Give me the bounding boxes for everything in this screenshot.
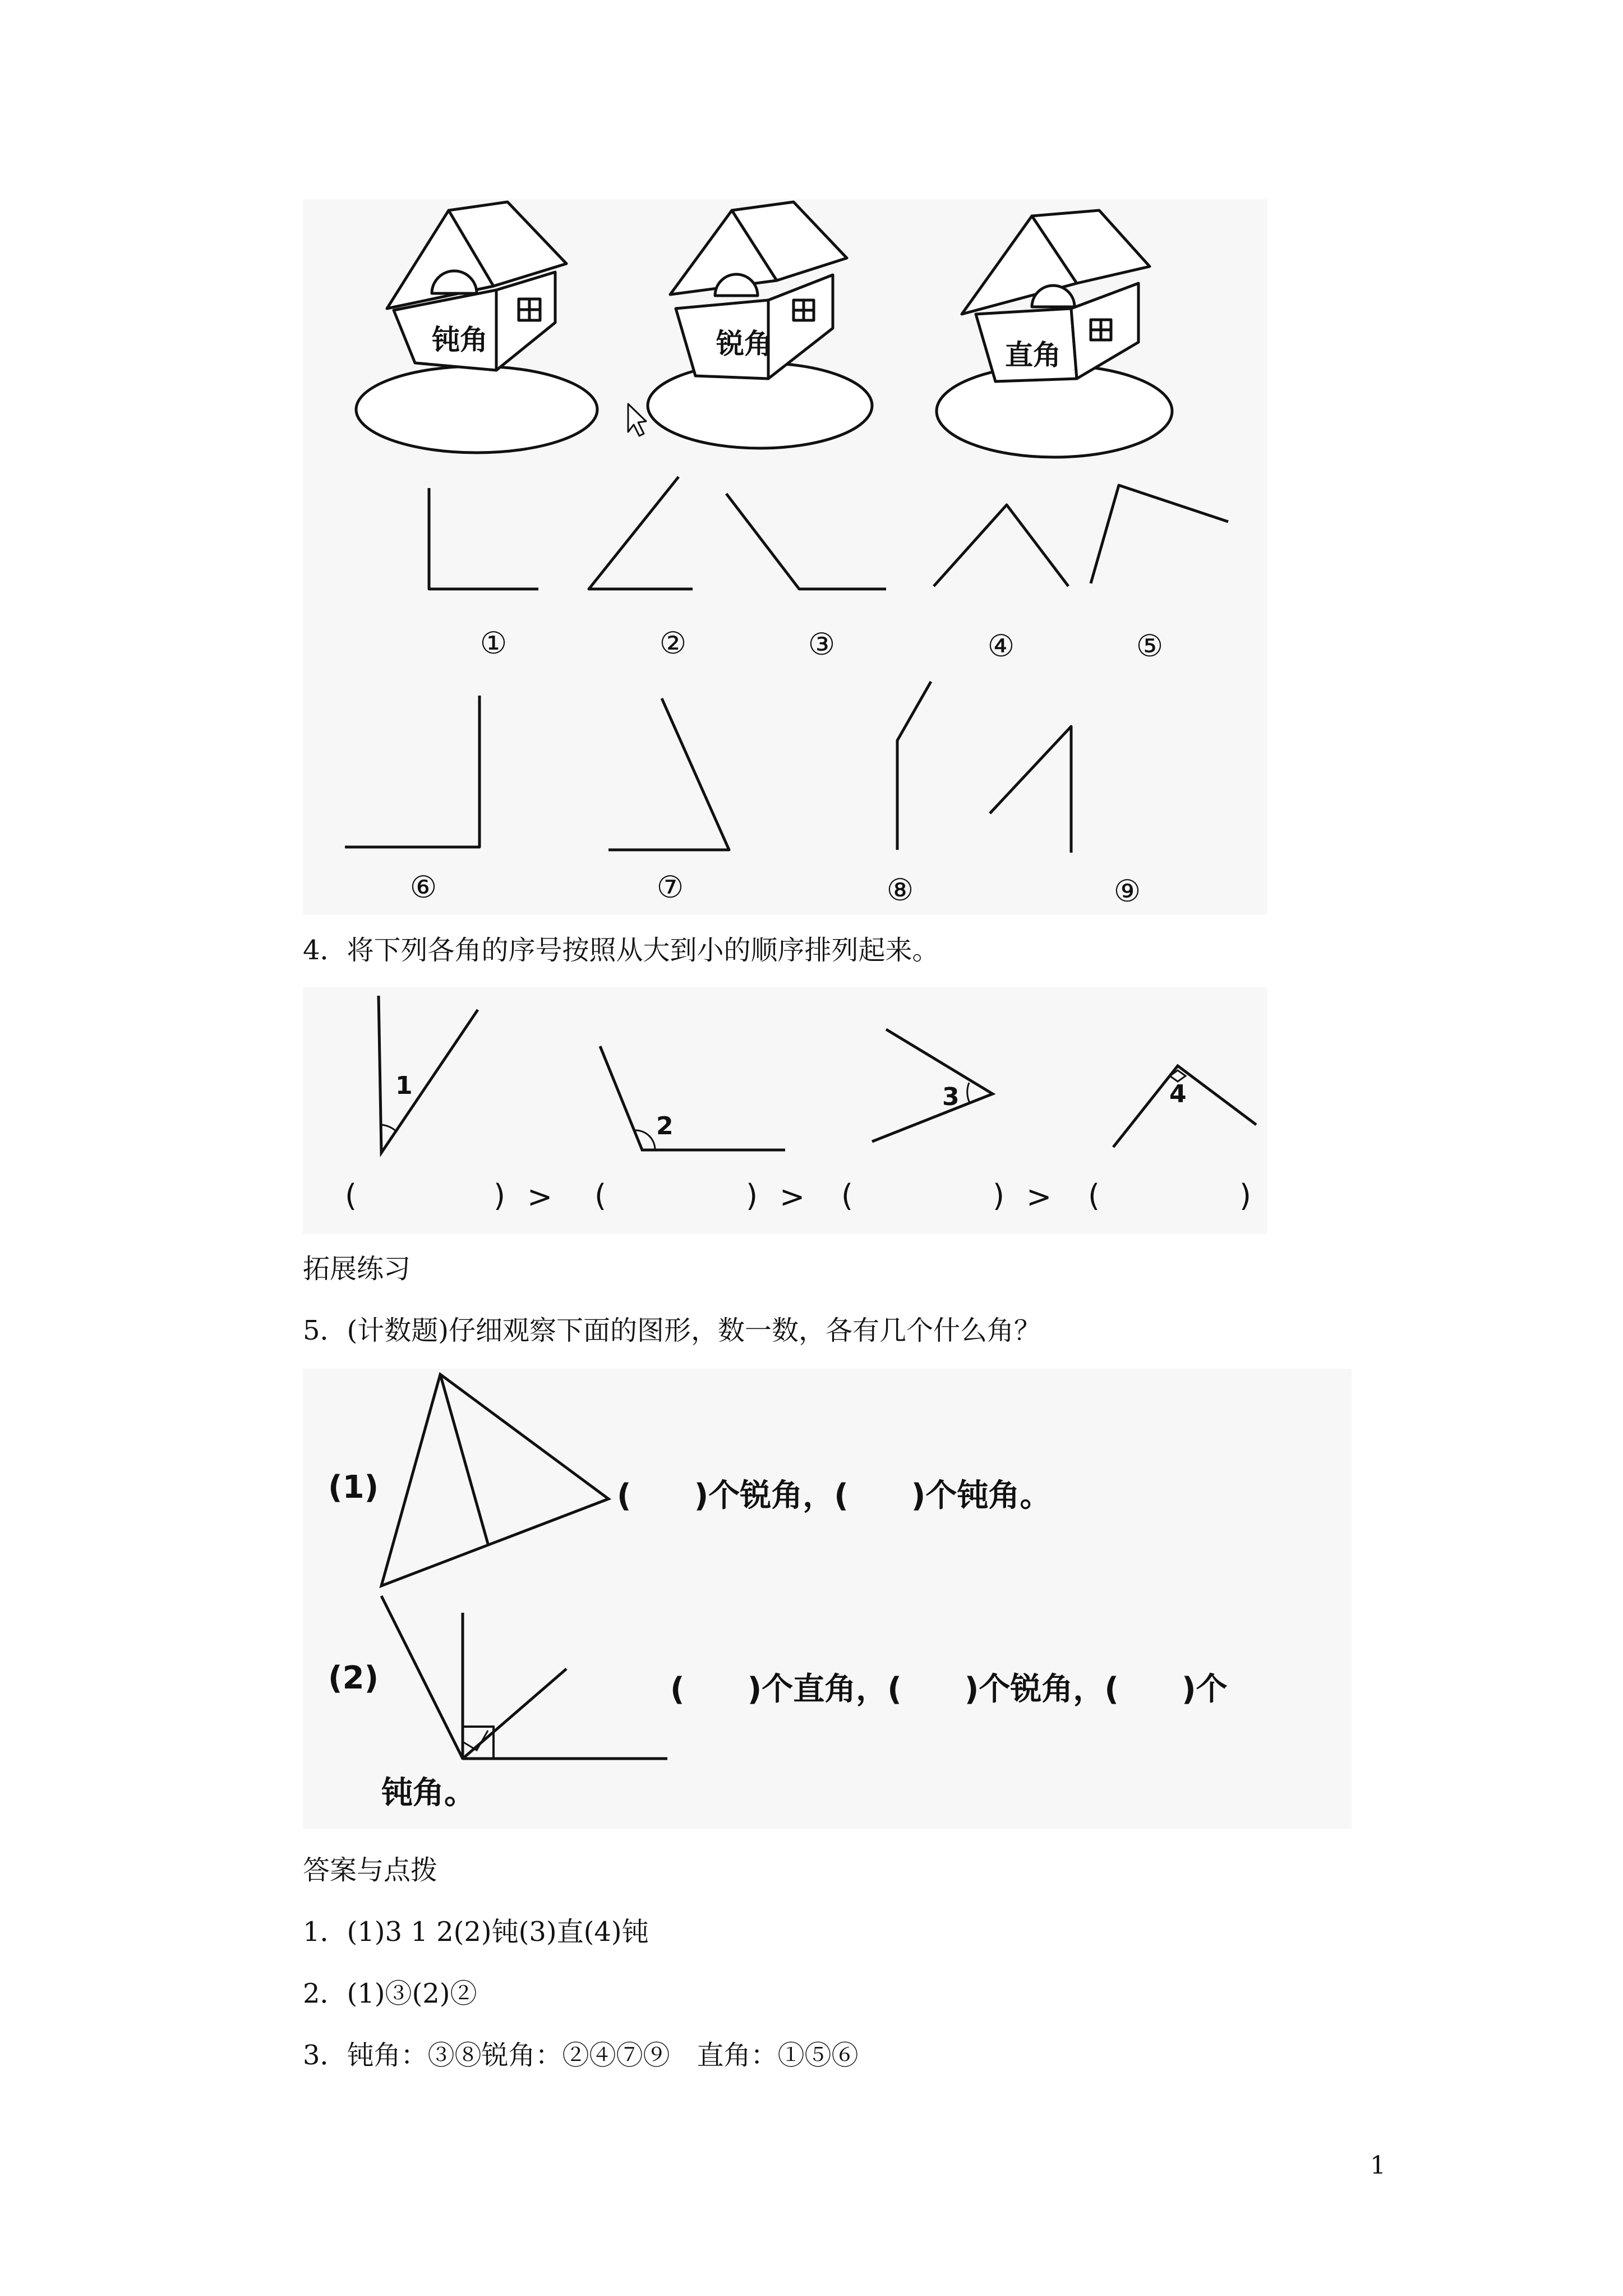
- q5-triangle: [381, 1374, 608, 1586]
- q4-paren-open-4: (: [1088, 1178, 1100, 1213]
- q4-paren-close-3: ): [993, 1178, 1005, 1213]
- q4-angle-label-3: 3: [942, 1083, 960, 1111]
- angle-number-6: ⑥: [409, 869, 437, 905]
- house-acute: [648, 202, 872, 448]
- angle-number-4: ④: [987, 628, 1015, 664]
- angle-1: [429, 488, 538, 589]
- answer-3: 3．钝角：③⑧锐角：②④⑦⑨ 直角：①⑤⑥: [303, 2040, 859, 2071]
- house-label-right: 直角: [1005, 339, 1061, 371]
- q4-paren-open-3: (: [841, 1178, 854, 1213]
- q4-angle-label-4: 4: [1169, 1080, 1187, 1108]
- q5-part2-text: ( )个直角，( )个锐角，( )个: [670, 1671, 1228, 1708]
- angle-6: [345, 696, 479, 847]
- q4-gt-3: >: [1026, 1179, 1052, 1214]
- answer-1: 1．(1)3 1 2(2)钝(3)直(4)钝: [303, 1916, 649, 1948]
- q5-triangle-divider: [440, 1374, 488, 1544]
- q4-angle-3: [872, 1029, 993, 1142]
- angle-2: [589, 477, 693, 589]
- house-label-acute: 锐角: [716, 328, 772, 360]
- q5-part1-text: ( )个锐角，( )个钝角。: [617, 1478, 1052, 1514]
- angle-number-1: ①: [479, 625, 508, 661]
- house-label-obtuse: 钝角: [432, 324, 488, 356]
- q4-paren-close-4: ): [1239, 1178, 1252, 1213]
- q4-gt-2: >: [780, 1179, 805, 1214]
- q5-part1-label: (1): [328, 1469, 379, 1506]
- question-5-figure: [303, 1369, 1352, 1829]
- q4-angle-2: [600, 1046, 785, 1150]
- cursor-icon: [628, 404, 646, 436]
- angle-5: [1091, 485, 1228, 583]
- angle-8: [897, 682, 931, 850]
- question-4-drawing: [303, 987, 1267, 1234]
- question-4: 4．将下列各角的序号按照从大到小的顺序排列起来。: [303, 935, 939, 966]
- angle-number-8: ⑧: [886, 872, 914, 908]
- q5-fig2-ray-left: [381, 1596, 463, 1759]
- section-extension: 拓展练习: [303, 1253, 411, 1285]
- angle-number-7: ⑦: [656, 869, 684, 905]
- angle-number-9: ⑨: [1113, 873, 1141, 909]
- question-4-figure: [303, 987, 1267, 1234]
- q5-fig2-ray-diagonal: [463, 1669, 566, 1759]
- q4-paren-open-2: (: [594, 1178, 607, 1213]
- q5-part2-tail: 钝角。: [381, 1775, 476, 1811]
- q4-paren-open-1: (: [345, 1178, 357, 1213]
- angle-3: [726, 494, 886, 589]
- answers-title: 答案与点拨: [303, 1855, 438, 1886]
- q5-part2-label: (2): [328, 1660, 379, 1696]
- q4-paren-close-2: ): [746, 1178, 758, 1213]
- houses-angles-figure: [303, 199, 1267, 914]
- q4-gt-1: >: [527, 1179, 553, 1214]
- houses-angles-drawing: [303, 199, 1267, 914]
- house-right: [937, 210, 1172, 457]
- angle-number-5: ⑤: [1136, 628, 1164, 664]
- question-5: 5．(计数题)仔细观察下面的图形，数一数，各有几个什么角？: [303, 1315, 1041, 1346]
- angle-number-2: ②: [659, 625, 687, 661]
- angle-4: [934, 505, 1068, 586]
- angle-9: [990, 726, 1071, 853]
- q4-angle-label-2: 2: [656, 1112, 674, 1140]
- angle-number-3: ③: [808, 627, 836, 662]
- angle-7: [608, 698, 729, 850]
- q4-angle-label-1: 1: [395, 1071, 413, 1100]
- question-5-drawing: [303, 1369, 1352, 1829]
- answer-2: 2．(1)③(2)②: [303, 1978, 477, 2009]
- q4-paren-close-1: ): [494, 1178, 506, 1213]
- page-number: 1: [1370, 2151, 1386, 2180]
